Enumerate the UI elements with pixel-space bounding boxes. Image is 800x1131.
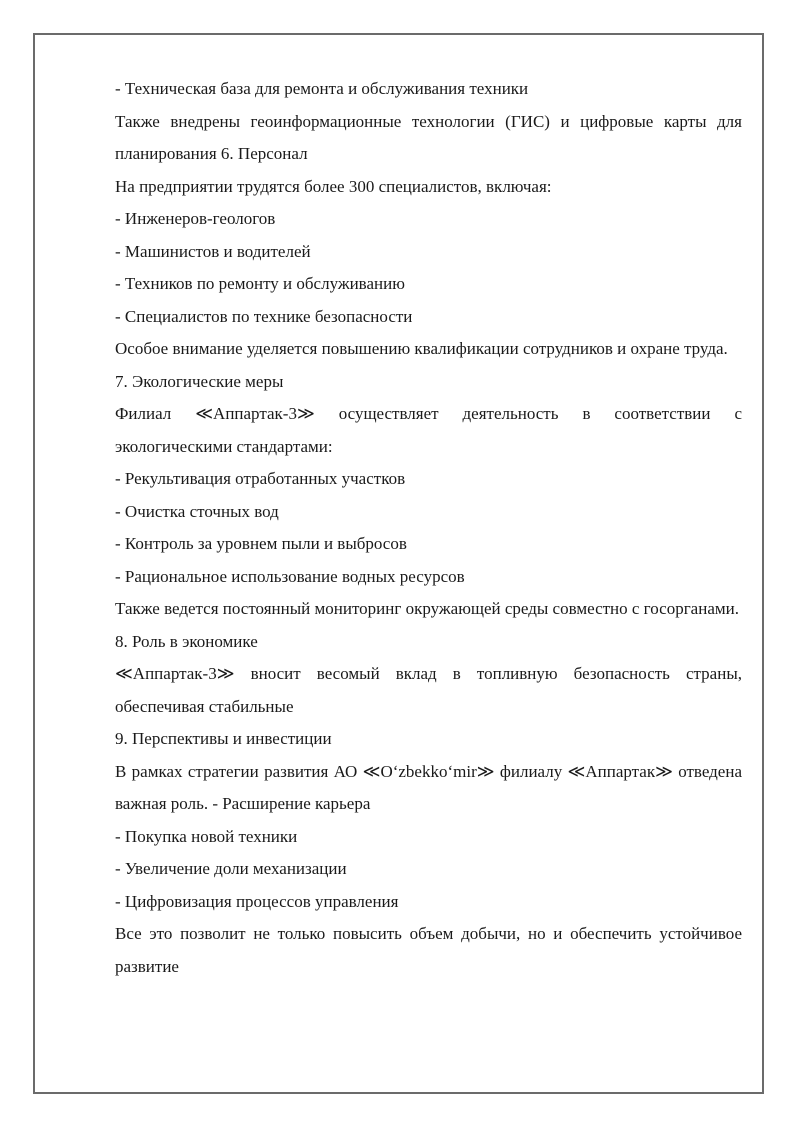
document-paragraph: - Специалистов по технике безопасности [115, 306, 413, 326]
document-paragraph: - Покупка новой техники [115, 826, 298, 846]
document-paragraph: В рамках стратегии развития АО ≪O‘zbekko‘mir≫ филиалу ≪Аппартак≫ отведена важная роль. - Расширение карьера [115, 761, 742, 813]
document-paragraph: - Техников по ремонту и обслуживанию [115, 274, 405, 293]
document-paragraph: Особое внимание уделяется повышению квалификации сотрудников и охране труда. [115, 339, 728, 358]
document-paragraph: - Очистка сточных вод [115, 501, 279, 521]
document-paragraph: - Контроль за уровнем пыли и выбросов [115, 534, 407, 553]
document-paragraph: Также ведется постоянный мониторинг окружающей среды совместно с госорганами. [115, 599, 739, 618]
document-paragraph: ≪Аппартак-3≫ вносит весомый вклад в топливную безопасность страны, обеспечивая стабильные [115, 664, 742, 716]
document-paragraph: Филиал ≪Аппартак-3≫ осуществляет деятельность в соответствии с экологическими стандартами: [115, 404, 742, 456]
document-paragraph: 9. Перспективы и инвестиции [115, 729, 332, 748]
document-paragraph: - Машинистов и водителей [115, 241, 311, 261]
document-paragraph: 8. Роль в экономике [115, 631, 258, 651]
document-paragraph: 7. Экологические меры [115, 371, 284, 391]
document-paragraph: - Увеличение доли механизации [115, 859, 347, 878]
document-body [115, 73, 742, 983]
document-paragraph: - Рациональное использование водных ресурсов [115, 566, 465, 586]
document-paragraph: Также внедрены геоинформационные технологии (ГИС) и цифровые карты для планирования 6. Персонал [115, 111, 742, 163]
document-paragraph: На предприятии трудятся более 300 специалистов, включая: [115, 176, 552, 196]
document-paragraph: - Рекультивация отработанных участков [115, 469, 406, 488]
document-paragraph: - Техническая база для ремонта и обслуживания техники [115, 79, 529, 98]
document-paragraph: - Цифровизация процессов управления [115, 891, 399, 911]
document-paragraph: Все это позволит не только повысить объем добычи, но и обеспечить устойчивое развитие [115, 924, 742, 976]
document-paragraph: - Инженеров-геологов [115, 209, 276, 228]
